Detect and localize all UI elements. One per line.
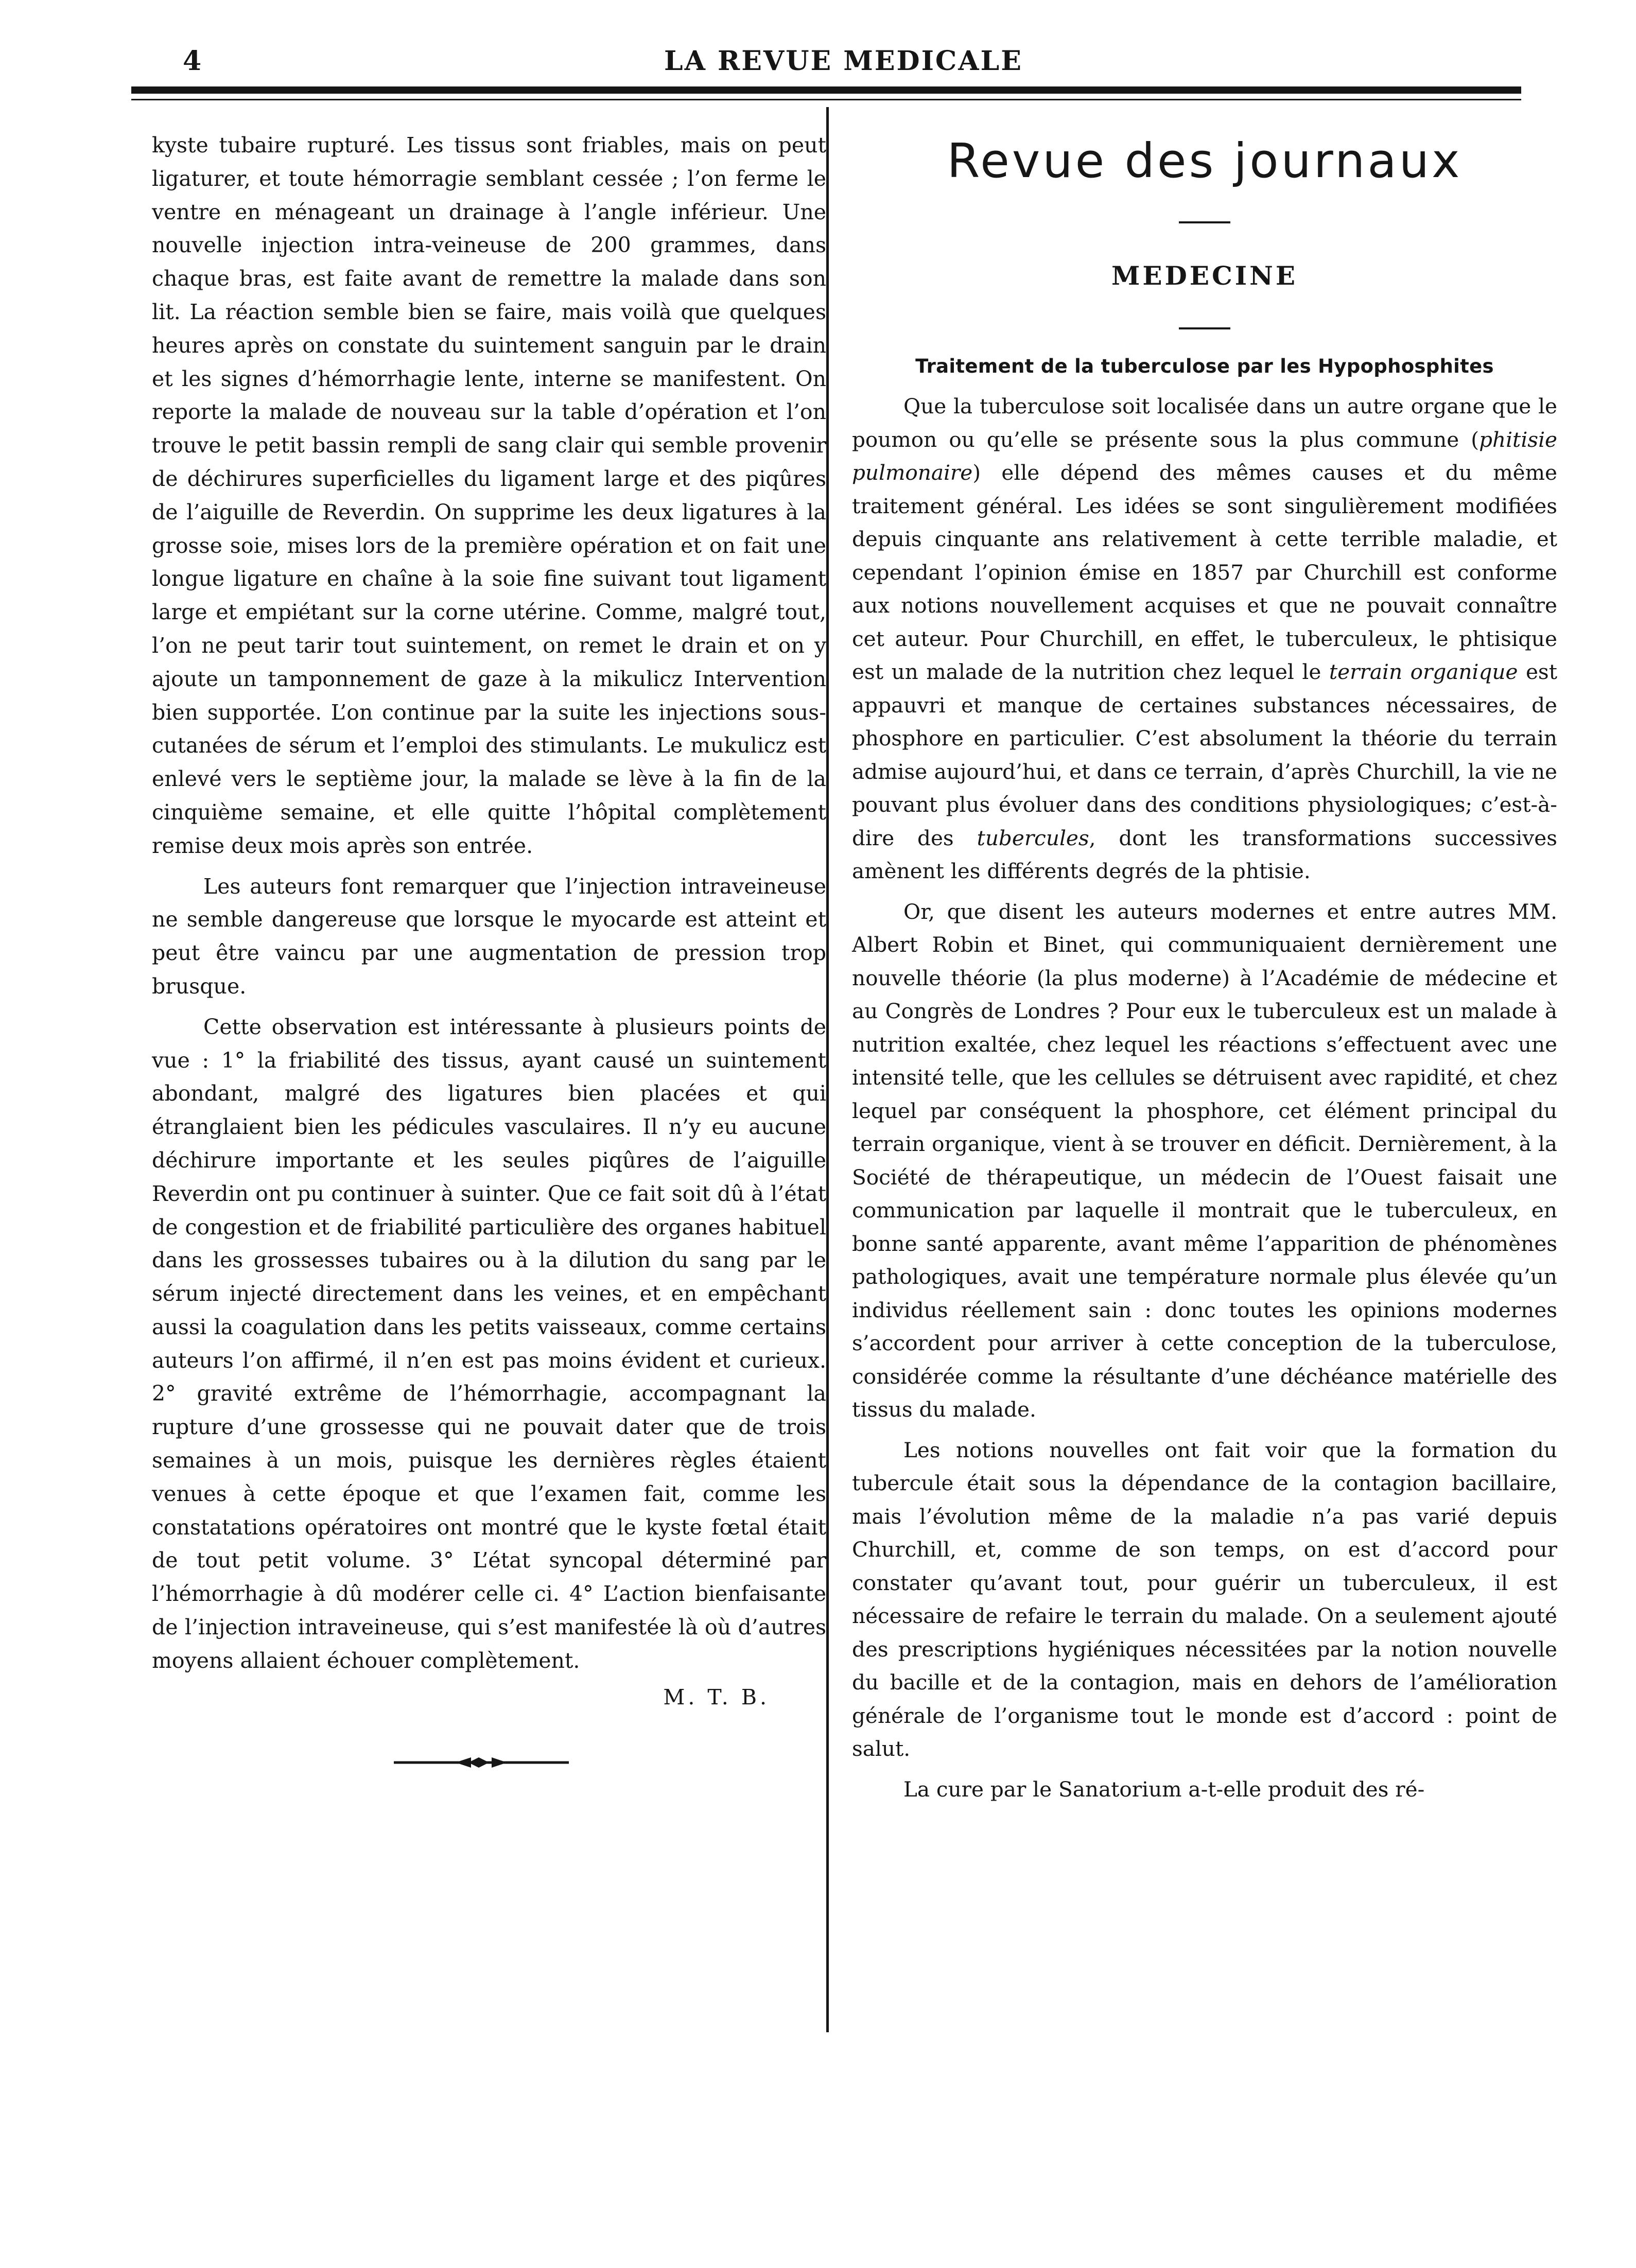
header-rule-thick <box>131 86 1521 94</box>
right-paragraph-1 <box>852 390 1557 888</box>
right-paragraph-1-emphasis-1: phitisie pulmonaire <box>852 427 1557 485</box>
signature: M. T. B. <box>663 1684 770 1709</box>
right-paragraph-1-emphasis-3: tubercules <box>977 825 1089 850</box>
journal-title: LA REVUE MEDICALE <box>664 45 1023 77</box>
right-paragraph-1-part-3: est appauvri et manque de certaines substances nécessaires, de phosphore en particulier. C’est absolument la théorie du terrain admise aujourd’hui, et dans ce terrain, d’après Churchill, la vie ne pouvant plus évoluer dans des conditions physiologiques; c’est-à-dire des <box>852 659 1557 850</box>
right-paragraph-4: La cure par le Sanatorium a-t-elle produit des ré- <box>903 1776 1425 1802</box>
rubric-heading: MEDECINE <box>1111 260 1298 291</box>
left-column <box>152 129 826 1770</box>
right-paragraph-1-part-1: Que la tuberculose soit localisée dans un autre organe que le poumon ou qu’elle se présente sous la plus commune ( <box>852 394 1557 452</box>
right-paragraph-1-emphasis-2: terrain organique <box>1329 659 1518 684</box>
right-paragraph-1-part-4: , dont les transformations successives amènent les différents degrés de la phtisie. <box>852 825 1557 883</box>
rubric-rule <box>1179 327 1230 329</box>
right-paragraph-1-part-2: ) elle dépend des mêmes causes et du même traitement général. Les idées se sont singulièrement modifiées depuis cinquante ans relativement à cette terrible maladie, et cependant l’opinion émise en 1857 par Churchill est conforme aux notions nouvellement acquises et que ne pouvait connaître cet auteur. Pour Churchill, en effet, le tuberculeux, le phtisique est un malade de la nutrition chez lequel le <box>852 460 1557 684</box>
header-rule-thin <box>131 99 1521 100</box>
page-number: 4 <box>183 45 202 77</box>
article-title: Traitement de la tuberculose par les Hypophosphites <box>915 355 1494 377</box>
right-paragraph-2: Or, que disent les auteurs modernes et entre autres MM. Albert Robin et Binet, qui communiquaient dernièrement une nouvelle théorie (la plus moderne) à l’Académie de médecine et au Congrès de Londres ? Pour eux le tuberculeux est un malade à nutrition exaltée, chez lequel les réactions s’effectuent avec une intensité telle, que les cellules se détruisent avec rapidité, et chez lequel par conséquent la phosphore, cet élément principal du terrain organique, vient à se trouver en déficit. Dernièrement, à la Société de thérapeutique, un médecin de l’Ouest faisait une communication par laquelle il montrait que le tuberculeux, en bonne santé apparente, avant même l’apparition de phénomènes pathologiques, avait une température normale plus élevée qu’un individus réellement sain : donc toutes les opinions modernes s’accordent pour arriver à cette conception de la tuberculose, considérée comme la résultante d’une déchéance matérielle des tissus du malade. <box>852 899 1557 1422</box>
right-paragraph-3: Les notions nouvelles ont fait voir que la formation du tubercule était sous la dépendance de la contagion bacillaire, mais l’évolution même de la maladie n’a pas varié depuis Churchill, et, comme de son temps, on est d’accord pour constater qu’avant tout, pour guérir un tuberculeux, il est nécessaire de refaire le terrain du malade. On a seulement ajouté des prescriptions hygiéniques nécessitées par la notion nouvelle du bacille et de la contagion, mais en dehors de l’amélioration générale de l’organisme tout le monde est d’accord : point de salut. <box>852 1437 1557 1761</box>
section-title: Revue des journaux <box>947 133 1463 188</box>
column-divider <box>826 107 829 2032</box>
left-paragraph-2: Les auteurs font remarquer que l’injection intraveineuse ne semble dangereuse que lorsque le myocarde est atteint et peut être vaincu par une augmentation de pression trop brusque. <box>152 874 826 999</box>
left-paragraph-1: kyste tubaire rupturé. Les tissus sont friables, mais on peut ligaturer, et toute hémorragie semblant cessée ; l’on ferme le ventre en ménageant un drainage à l’angle inférieur. Une nouvelle injection intra-veineuse de 200 grammes, dans chaque bras, est faite avant de remettre la malade dans son lit. La réaction semble bien se faire, mais voilà que quelques heures après on constate du suintement sanguin par le drain et les signes d’hémorrhagie lente, interne se manifestent. On reporte la malade de nouveau sur la table d’opération et l’on trouve le petit bassin rempli de sang clair qui semble provenir de déchirures superficielles du ligament large et des piqûres de l’aiguille de Reverdin. On supprime les deux ligatures à la grosse soie, mises lors de la première opération et on fait une longue ligature en chaîne à la soie fine suivant tout ligament large et empiétant sur la corne utérine. Comme, malgré tout, l’on ne peut tarir tout suintement, on remet le drain et on y ajoute un tamponnement de gaze à la mikulicz Intervention bien supportée. L’on continue par la suite les injections sous-cutanées de sérum et l’emploi des stimulants. Le mukulicz est enlevé vers le septième jour, la malade se lève à la fin de la cinquième semaine, et elle quitte l’hôpital complètement remise deux mois après son entrée. <box>152 133 826 858</box>
right-column <box>852 129 1557 1806</box>
section-rule <box>1179 221 1230 223</box>
end-ornament <box>394 1755 569 1770</box>
left-paragraph-3: Cette observation est intéressante à plusieurs points de vue : 1° la friabilité des tissus, ayant causé un suintement abondant, malgré des ligatures bien placées et qui étranglaient bien les pédicules vasculaires. Il n’y eu aucune déchirure importante et les seules piqûres de l’aiguille Reverdin ont pu continuer à suinter. Que ce fait soit dû à l’état de congestion et de friabilité particulière des organes habituel dans les grossesses tubaires ou à la dilution du sang par le sérum injecté directement dans les veines, et en empêchant aussi la coagulation dans les petits vaisseaux, comme certains auteurs l’on affirmé, il n’en est pas moins évident et curieux. 2° gravité extrême de l’hémorrhagie, accompagnant la rupture d’une grossesse qui ne pouvait dater que de trois semaines à un mois, puisque les dernières règles étaient venues à cette époque et que l’examen fait, comme les constatations opératoires ont montré que le kyste fœtal était de tout petit volume. 3° L’état syncopal déterminé par l’hémorrhagie à dû modérer celle ci. 4° L’action bienfaisante de l’injection intraveineuse, qui s’est manifestée là où d’autres moyens allaient échouer complètement. <box>152 1014 826 1673</box>
